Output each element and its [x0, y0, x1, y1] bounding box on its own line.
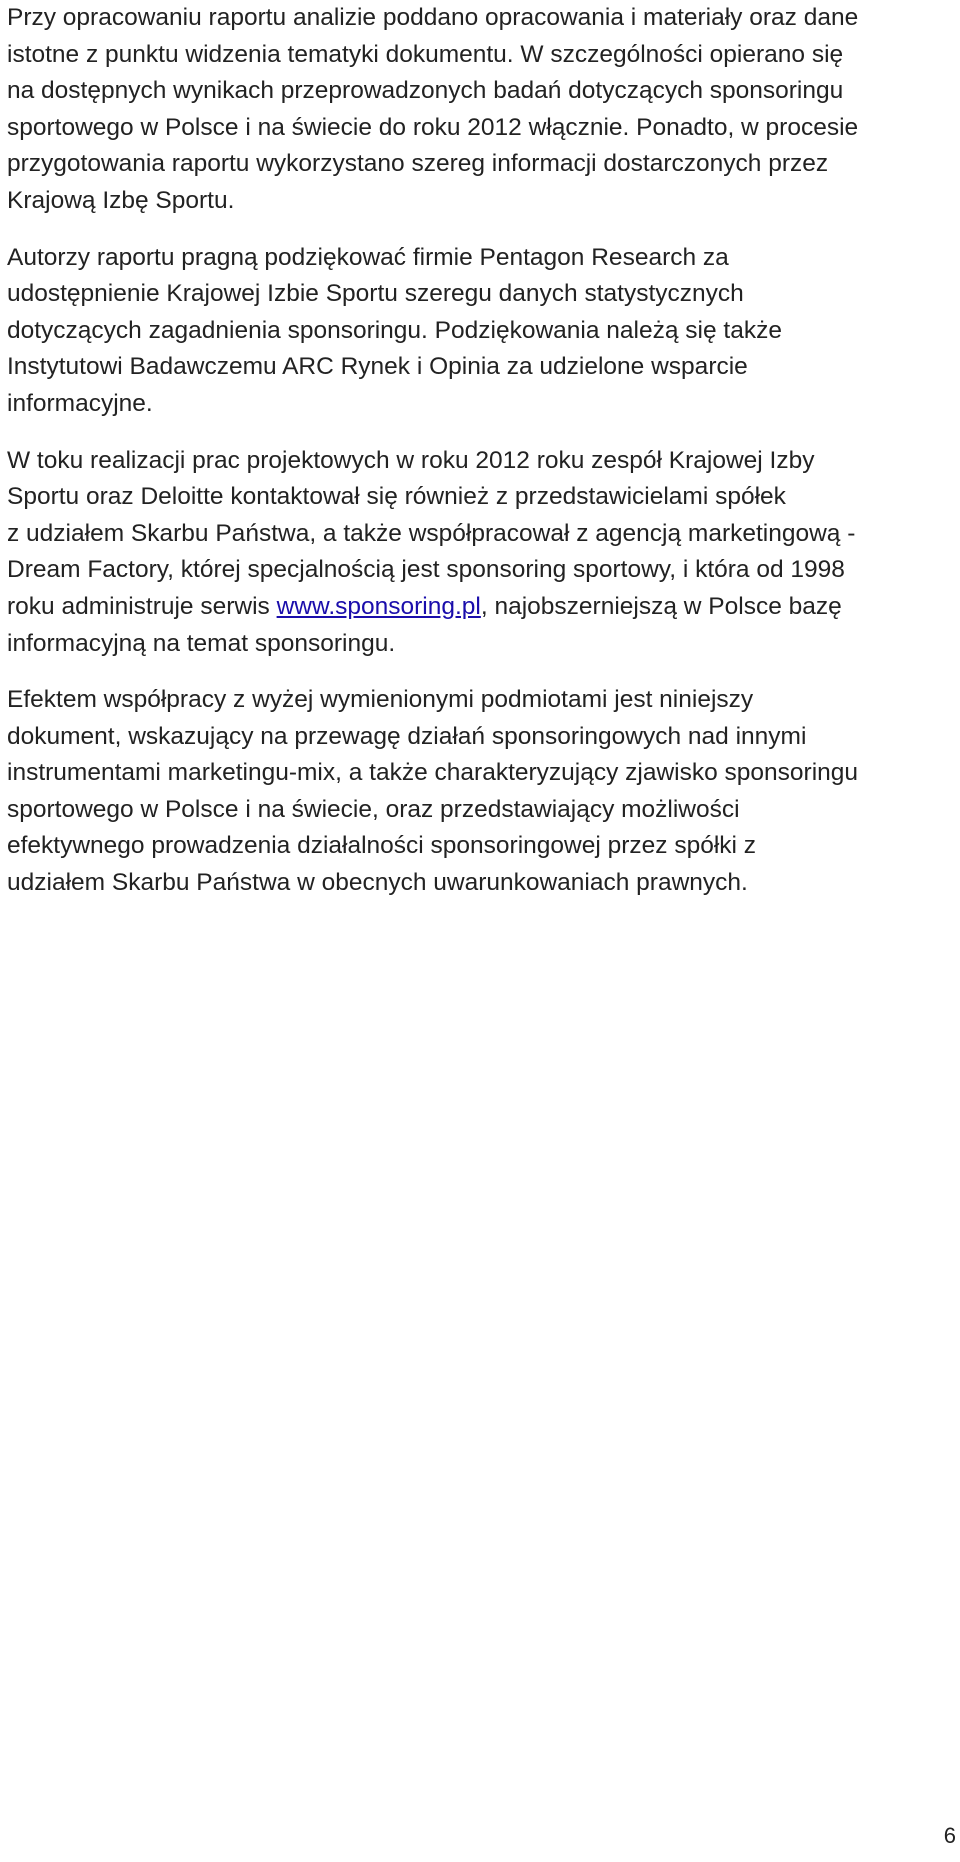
text-line: istotne z punktu widzenia tematyki dokumentu. W szczególności opierano się	[7, 40, 844, 68]
text-line: Instytutowi Badawczemu ARC Rynek i Opinia za udzielone wsparcie	[7, 353, 748, 381]
text-line: na dostępnych wynikach przeprowadzonych badań dotyczących sponsoringu	[7, 77, 844, 105]
document-body	[7, 0, 959, 922]
text-line: instrumentami marketingu-mix, a także charakteryzujący zjawisko sponsoringu	[7, 759, 859, 787]
text-line: efektywnego prowadzenia działalności sponsoringowej przez spółki z	[7, 832, 757, 860]
text-line: sportowego w Polsce i na świecie, oraz przedstawiający możliwości	[7, 795, 740, 823]
text-line: Efektem współpracy z wyżej wymienionymi podmiotami jest niniejszy	[7, 686, 754, 714]
text-line: Przy opracowaniu raportu analizie poddano opracowania i materiały oraz dane	[7, 4, 859, 31]
text-line: informacyjne.	[7, 389, 153, 417]
paragraph-result	[7, 682, 959, 902]
text-line: dotyczących zagadnienia sponsoringu. Podziękowania należą się także	[7, 316, 782, 344]
text-line: udostępnienie Krajowej Izbie Sportu szeregu danych statystycznych	[7, 280, 744, 308]
text-line: Autorzy raportu pragną podziękować firmie Pentagon Research za	[7, 243, 729, 271]
link-prefix: roku administruje serwis	[7, 592, 277, 620]
text-line: W toku realizacji prac projektowych w roku 2012 roku zespół Krajowej Izby	[7, 446, 815, 474]
text-line: sportowego w Polsce i na świecie do roku 2012 włącznie. Ponadto, w procesie	[7, 113, 859, 141]
text-line: z udziałem Skarbu Państwa, a także współpracował z agencją marketingową -	[7, 519, 856, 547]
text-line-with-link	[7, 589, 959, 626]
paragraph-acknowledgements	[7, 240, 959, 423]
sponsoring-website-link[interactable]: www.sponsoring.pl	[276, 592, 481, 620]
page-number: 6	[943, 1823, 956, 1848]
text-line: przygotowania raportu wykorzystano szereg informacji dostarczonych przez	[7, 150, 829, 178]
text-line: Krajową Izbę Sportu.	[7, 186, 235, 214]
paragraph-sources	[7, 0, 959, 220]
text-line: udziałem Skarbu Państwa w obecnych uwarunkowaniach prawnych.	[7, 869, 748, 897]
link-suffix: , najobszerniejszą w Polsce bazę	[480, 592, 842, 620]
text-line: Sportu oraz Deloitte kontaktował się również z przedstawicielami spółek	[7, 483, 786, 511]
paragraph-cooperation	[7, 443, 959, 663]
text-line: informacyjną na temat sponsoringu.	[7, 629, 396, 657]
text-line: dokument, wskazujący na przewagę działań sponsoringowych nad innymi	[7, 722, 807, 750]
text-line: Dream Factory, której specjalnością jest sponsoring sportowy, i która od 1998	[7, 556, 845, 584]
